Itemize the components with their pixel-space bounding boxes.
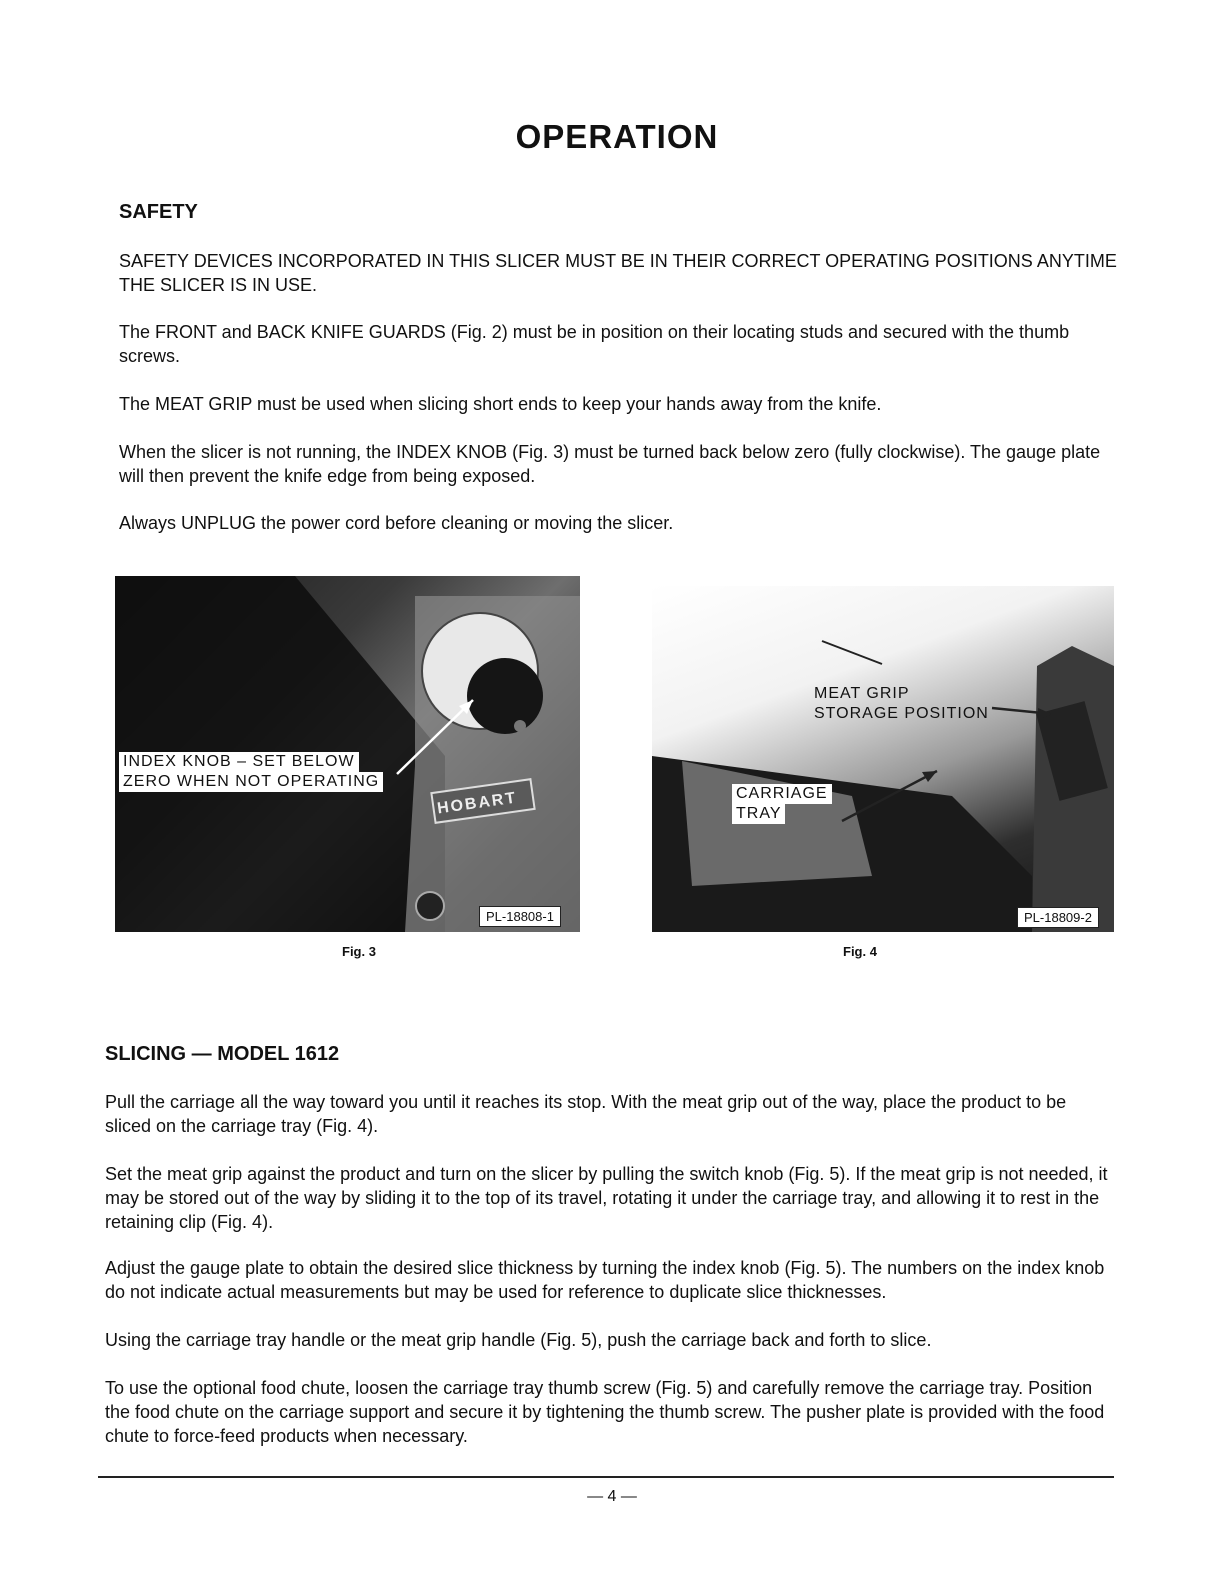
- figure-3-photo: [115, 576, 580, 932]
- figure-4-label: Fig. 4: [843, 944, 877, 959]
- footer-rule: [98, 1476, 1114, 1478]
- safety-heading: SAFETY: [119, 201, 198, 223]
- slicing-paragraph-4: Using the carriage tray handle or the meat grip handle (Fig. 5), push the carriage back and forth to slice.: [105, 1330, 932, 1350]
- slicer-carriage-tray-illustration: [652, 586, 1114, 932]
- safety-paragraph-5: Always UNPLUG the power cord before cleaning or moving the slicer.: [119, 513, 674, 533]
- carriage-tray-callout-line1: CARRIAGE: [732, 784, 832, 804]
- slicing-paragraph-1: Pull the carriage all the way toward you until it reaches its stop. With the meat grip out of the way, place the product to be sliced on the carriage tray (Fig. 4).: [105, 1092, 1067, 1136]
- carriage-tray-callout-line2: TRAY: [732, 804, 785, 824]
- slicing-paragraph-2: Set the meat grip against the product and turn on the slicer by pulling the switch knob (Fig. 5). If the meat grip is not needed, it may be stored out of the way by sliding it to the top of its travel, rotating it under the carriage tray, and allowing it to rest in the retaining clip (Fig. 4).: [105, 1164, 1108, 1232]
- figure-3-plate-number: PL-18808-1: [479, 906, 561, 927]
- slicing-paragraph-3: Adjust the gauge plate to obtain the desired slice thickness by turning the index knob (Fig. 5). The numbers on the index knob do not indicate actual measurements but may be used for reference to duplicate slice thicknesses.: [105, 1258, 1105, 1302]
- hobart-brand-plate: HOBART: [436, 789, 519, 818]
- meat-grip-callout-line1: MEAT GRIP: [814, 685, 910, 702]
- slicing-heading: SLICING — MODEL 1612: [105, 1043, 340, 1065]
- figure-3-label: Fig. 3: [342, 944, 376, 959]
- figure-4-plate-number: PL-18809-2: [1017, 907, 1099, 928]
- index-knob-callout-line1: INDEX KNOB – SET BELOW: [119, 752, 359, 772]
- safety-paragraph-3: The MEAT GRIP must be used when slicing short ends to keep your hands away from the knife.: [119, 394, 882, 414]
- slicing-paragraph-5: To use the optional food chute, loosen the carriage tray thumb screw (Fig. 5) and carefully remove the carriage tray. Position the food chute on the carriage support and secure it by tightening the thumb screw. The pusher plate is provided with the food chute to force-feed products when necessary.: [105, 1378, 1105, 1446]
- safety-paragraph-4: When the slicer is not running, the INDEX KNOB (Fig. 3) must be turned back below zero (fully clockwise). The gauge plate will then prevent the knife edge from being exposed.: [119, 442, 1101, 486]
- safety-paragraph-2: The FRONT and BACK KNIFE GUARDS (Fig. 2) must be in position on their locating studs and secured with the thumb screws.: [119, 322, 1070, 366]
- page-title: OPERATION: [515, 118, 719, 155]
- safety-paragraph-1: SAFETY DEVICES INCORPORATED IN THIS SLICER MUST BE IN THEIR CORRECT OPERATING POSITIONS ANYTIME THE SLICER IS IN USE.: [119, 251, 1117, 295]
- meat-grip-callout-line2: STORAGE POSITION: [814, 705, 989, 722]
- page-number: — 4 —: [587, 1488, 637, 1505]
- index-knob-callout-line2: ZERO WHEN NOT OPERATING: [119, 772, 383, 792]
- figure-4-photo: [652, 586, 1114, 932]
